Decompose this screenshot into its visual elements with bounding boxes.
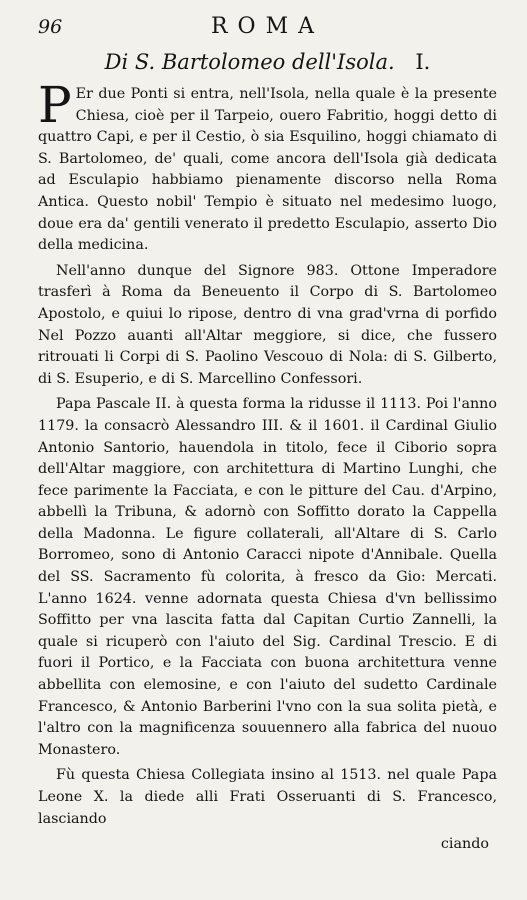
running-title: ROMA: [210, 14, 324, 39]
paragraph-4: Fù questa Chiesa Collegiata insino al 1513. nel quale Papa Leone X. la diede alli Frati Osseruanti di S. Francesco, lasciando: [38, 767, 497, 827]
paragraph-2: Nell'anno dunque del Signore 983. Ottone Imperadore trasferì à Roma da Beneuento il Corpo di S. Bartolomeo Apostolo, e quiui lo ripose, dentro di vna grad'vrna di porfido Nel Pozzo auanti all'Altar meggiore, si dice, che fussero ritrouati li Corpi di S. Paolino Vescouo di Nola: di S. Gilberto, di S. Esuperio, e di S. Marcellino Confessori.: [38, 262, 497, 387]
drop-cap: P: [38, 76, 72, 134]
section-title: Di S. Bartolomeo dell'Isola.: [104, 50, 395, 74]
section-number: I.: [415, 50, 431, 74]
body-text: [38, 76, 497, 830]
page-number: 96: [38, 16, 63, 38]
paragraph-1: [38, 76, 497, 257]
catchword: ciando: [440, 836, 489, 853]
paragraph-1-text: Er due Ponti si entra, nell'Isola, nella quale è la presente Chiesa, cioè per il Tarpeio, ouero Fabritio, hoggi detto di quattro Capi, e per il Cestio, ò sia Esquilino, hoggi chiamato di S. Bartolomeo, de' quali, come ancora dell'Isola già dedicata ad Esculapio habbiamo pienamente discorso nella Roma Antica. Questo nobil' Tempio è situato nel medesimo luogo, doue era da' gentili venerato il predetto Esculapio, asserto Dio della medicina.: [38, 86, 497, 254]
section-heading: [38, 50, 497, 74]
running-head: [38, 14, 497, 42]
paragraph-3: Papa Pascale II. à questa forma la ridusse il 1113. Poi l'anno 1179. la consacrò Alessandro III. & il 1601. il Cardinal Giulio Antonio Santorio, hauendola in titolo, fece il Ciborio sopra dell'Altar maggiore, con architettura di Martino Lunghi, che fece parimente la Facciata, e con le pitture del Cau. d'Arpino, abbellì la Tribuna, & adornò con Soffitto dorato la Cappella della Madonna. Le figure collaterali, all'Altare di S. Carlo Borromeo, sono di Antonio Caracci nipote d'Annibale. Quella del SS. Sacramento fù colorita, à fresco da Gio: Mercati. L'anno 1624. venne adornata questa Chiesa d'vn bellissimo Soffitto per vna lascita fatta dal Capitan Curtio Zannelli, la quale si ricuperò con l'aiuto del Sig. Cardinal Trescio. E di fuori il Portico, e la Facciata con buona architettura venne abbellita con elemosine, e con l'aiuto del sudetto Cardinale Francesco, & Antonio Barberini l'vno con la sua solita pietà, e l'altro con la magnificenza souuennero alla fabrica del nuouo Monastero.: [38, 396, 497, 758]
